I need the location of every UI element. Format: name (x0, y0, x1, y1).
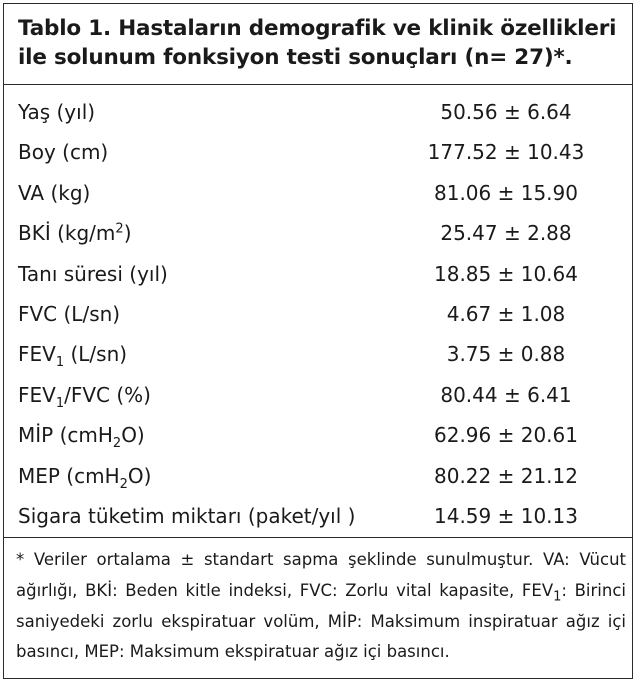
table-title: Tablo 1. Hastaların demografik ve klinik özellikleri ile solunum fonksiyon testi sonuçları (n= 27)*. (18, 16, 617, 70)
row-label: Boy (cm) (18, 140, 109, 165)
row-value: 14.59 ± 10.13 (434, 503, 578, 528)
label-part: MİP (cmH (18, 423, 113, 448)
footnote-text: * Veriler ortalama ± standart sapma şeklinde sunulmuştur. VA: Vücut ağırlığı, BKİ: Beden kitle indeksi, FVC: Zorlu vital kapasite, FEV (16, 550, 626, 600)
label-part: FEV (18, 382, 56, 407)
table-body (18, 92, 626, 536)
row-label (18, 456, 151, 496)
row-label (18, 415, 145, 455)
label-subscript: 2 (119, 476, 128, 492)
row-value: 18.85 ± 10.64 (434, 261, 578, 286)
table-row (18, 496, 626, 536)
table-row (18, 415, 626, 455)
row-label: Sigara tüketim miktarı (paket/yıl ) (18, 503, 356, 528)
label-part: /FVC (%) (64, 382, 151, 407)
table-row (18, 213, 626, 253)
row-label (18, 213, 132, 253)
label-subscript: 2 (112, 436, 122, 452)
row-label: VA (kg) (18, 180, 91, 205)
label-part: (L/sn) (64, 342, 128, 367)
label-part: ) (123, 221, 132, 246)
table-row (18, 294, 626, 334)
row-value: 62.96 ± 20.61 (434, 423, 578, 448)
row-label (18, 375, 151, 415)
row-label: Yaş (yıl) (18, 100, 96, 124)
table-row (18, 334, 626, 374)
label-part: BKİ (kg/m (18, 221, 116, 246)
row-value: 81.06 ± 15.90 (434, 180, 578, 205)
row-value: 25.47 ± 2.88 (440, 221, 572, 246)
label-subscript: 1 (55, 355, 65, 371)
table-row (18, 456, 626, 496)
label-part: MEP (cmH (18, 463, 120, 488)
table-row (18, 92, 626, 132)
table-row (18, 132, 626, 172)
row-label: Tanı süresi (yıl) (18, 261, 168, 286)
label-part: O) (127, 463, 152, 488)
row-value: 4.67 ± 1.08 (446, 301, 566, 326)
table-row (18, 173, 626, 213)
footnote-subscript: 1 (553, 589, 562, 605)
footnote-divider (4, 537, 632, 538)
label-part: O) (121, 423, 145, 448)
title-divider (4, 84, 632, 85)
label-part: FEV (18, 342, 56, 367)
row-value: 80.44 ± 6.41 (440, 382, 572, 407)
row-value: 3.75 ± 0.88 (446, 342, 566, 367)
row-value: 177.52 ± 10.43 (427, 140, 585, 165)
table-row (18, 375, 626, 415)
table-footnote (16, 545, 626, 668)
row-value: 50.56 ± 6.64 (440, 100, 572, 124)
row-label: FVC (L/sn) (18, 301, 121, 326)
table-row (18, 254, 626, 294)
label-superscript: 2 (115, 221, 124, 237)
row-label (18, 334, 127, 374)
footnote-text: : Birinci saniyedeki zorlu ekspiratuar volüm, MİP: Maksimum inspiratuar ağız içi basıncı, MEP: Maksimum ekspiratuar ağız içi basıncı. (16, 580, 626, 662)
table-frame (3, 3, 633, 679)
label-subscript: 1 (55, 395, 65, 411)
row-value: 80.22 ± 21.12 (434, 463, 578, 488)
